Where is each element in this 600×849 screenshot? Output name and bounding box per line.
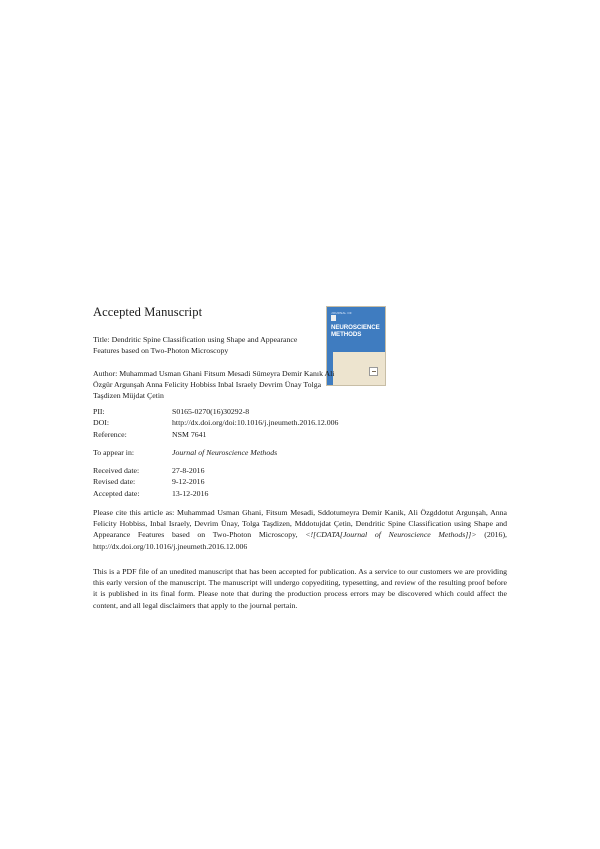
date-label: Received date:: [93, 466, 140, 475]
publisher-logo-icon: [331, 315, 336, 321]
journal-name: Journal of Neuroscience Methods: [172, 448, 278, 457]
cover-inset-figure: [369, 367, 378, 376]
citation-text-1: Please cite this article as: Muhammad Usman Ghani, Fitsum Mesadi, Sddotumeyra Demir Kanik, Ali Özgddotut Argunşah, Anna Felicity Hobbiss, Inbal Israely, Devrim Ünay, Tolga Taşdizen, Mddotujdat Çetin, Dendritic Spine Classification using Shape and Appearance Features based on Two-Photon Microscopy,: [93, 508, 507, 540]
meta-row-doi: [93, 417, 338, 428]
article-metadata: [93, 406, 338, 440]
date-value: 9-12-2016: [172, 477, 205, 487]
meta-row-reference: [93, 429, 338, 440]
date-row-received: [93, 465, 208, 476]
date-label: Revised date:: [93, 477, 136, 487]
cover-journal-label: JOURNAL OF: [331, 311, 352, 315]
date-value: 13-12-2016: [172, 488, 209, 498]
unedited-notice-paragraph: This is a PDF file of an unedited manuscript that has been accepted for publication. As a service to our customers we are providing this early version of the manuscript. The manuscript will undergo copyediting, typesetting, and review of the resulting proof before it is published in its final form. Please note that during the production process errors may be discovered which could affect the content, and all legal disclaimers that apply to the journal pertain.: [93, 567, 507, 610]
citation-text-2: (2016), http://dx.doi.org/10.1016/j.jneumeth.2016.12.006: [93, 530, 507, 551]
meta-row-pii: [93, 406, 338, 417]
article-title: Title: Dendritic Spine Classification using Shape and Appearance Features based on Two-Photon Microscopy: [93, 335, 298, 356]
meta-value: S0165-0270(16)30292-8: [172, 407, 250, 416]
date-row-revised: [93, 476, 208, 487]
date-row-accepted: [93, 488, 208, 499]
to-appear-label: To appear in:: [93, 448, 135, 457]
date-value: 27-8-2016: [172, 466, 205, 475]
meta-label: DOI:: [93, 418, 110, 428]
citation-journal: <![CDATA[Journal of Neuroscience Methods]]>: [305, 530, 477, 540]
to-appear-row: [93, 448, 277, 457]
meta-label: PII:: [93, 407, 105, 416]
date-label: Accepted date:: [93, 488, 140, 498]
cover-title-line-2: METHODS: [331, 331, 362, 338]
meta-label: Reference:: [93, 429, 127, 439]
doi-link[interactable]: http://dx.doi.org/doi:10.1016/j.jneumeth.2016.12.006: [172, 418, 339, 428]
cover-title-line-1: NEUROSCIENCE: [331, 324, 380, 331]
citation-paragraph: [93, 507, 507, 552]
meta-value: NSM 7641: [172, 429, 207, 439]
article-authors: Author: Muhammad Usman Ghani Fitsum Mesadi Sümeyra Demir Kanık Ali Özgür Argunşah Anna Felicity Hobbiss Inbal Israely Devrim Ünay Tolga Taşdizen Müjdat Çetin: [93, 369, 335, 401]
page-heading: Accepted Manuscript: [93, 305, 203, 319]
cover-title: [331, 324, 385, 338]
article-dates: [93, 465, 208, 499]
